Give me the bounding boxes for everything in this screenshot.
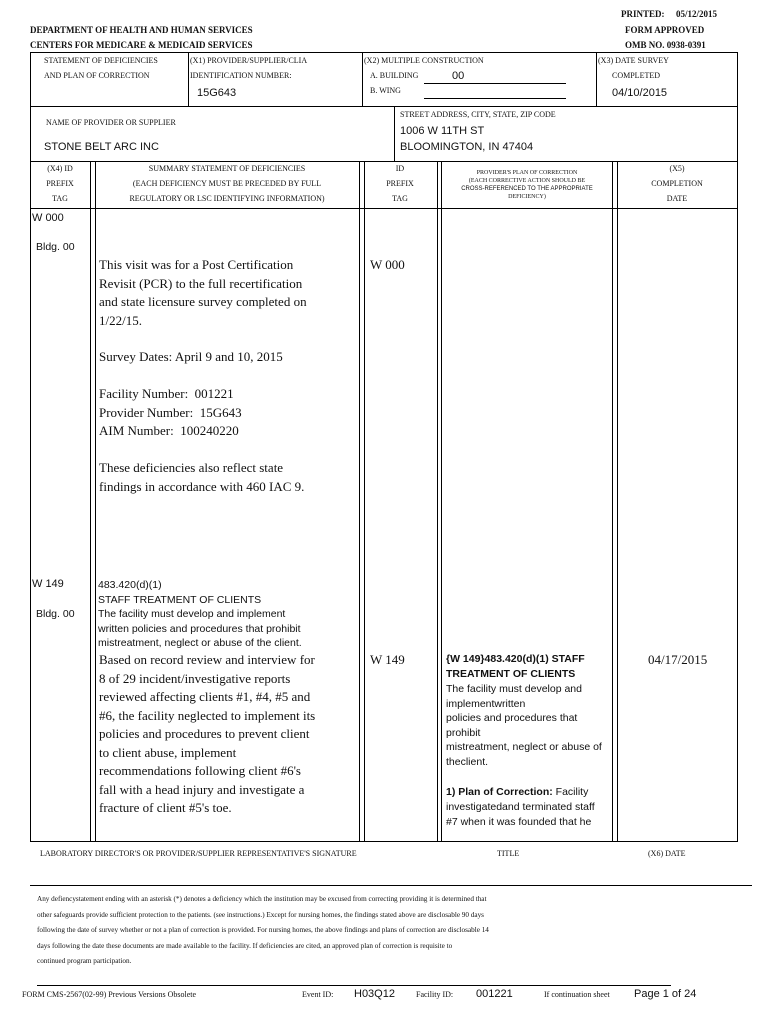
w000-facility-info: Facility Number: 001221 Provider Number: 15G643 AIM Number: 100240220 bbox=[99, 386, 242, 438]
x4-id-label: (X4) ID bbox=[47, 164, 73, 173]
facility-id: 001221 bbox=[476, 988, 513, 1000]
form-number: FORM CMS-2567(02-99) Previous Versions Obsolete bbox=[22, 990, 197, 999]
x3-label: (X3) DATE SURVEY bbox=[598, 56, 669, 65]
w149-id-tag: W 149 bbox=[370, 652, 405, 667]
facility-id-label: Facility ID: bbox=[416, 990, 454, 999]
w000-building: Bldg. 00 bbox=[36, 241, 75, 253]
survey-completed-date: 04/10/2015 bbox=[612, 87, 668, 99]
id-prefix-label: PREFIX bbox=[386, 179, 414, 188]
disclaimer-text: Any defiencystatement ending with an asterisk (*) denotes a deficiency which the institution may be excused from correcting providing it is determined that other safeguards provide sufficient protection to the patients. (see instructions.) Except for nursing homes, the findings stated above are disclosable 90 days following the date of survey whether or not a plan of correction is provided. For nursing homes, the above findings and plans of correction are disclosable 14 days following the date these documents are made available to the facility. If deficiencies are cited, an approved plan of correction is requisite to continued program participation. bbox=[37, 895, 489, 965]
plan-correction-line bbox=[446, 785, 588, 800]
address-label: STREET ADDRESS, CITY, STATE, ZIP CODE bbox=[400, 110, 556, 119]
w000-survey-dates: Survey Dates: April 9 and 10, 2015 bbox=[99, 349, 283, 364]
w149-building: Bldg. 00 bbox=[36, 608, 75, 620]
continuation-label: If continuation sheet bbox=[544, 990, 610, 999]
printed-date: 05/12/2015 bbox=[676, 9, 718, 19]
w000-tag: W 000 bbox=[32, 212, 64, 224]
city-state-zip: BLOOMINGTON, IN 47404 bbox=[400, 141, 534, 153]
completion-date: 04/17/2015 bbox=[648, 652, 708, 667]
plan-correction-facility: Facility bbox=[552, 786, 589, 798]
w149-regulation: 483.420(d)(1) STAFF TREATMENT OF CLIENTS The facility must develop and implement written policies and procedures that prohibit mistreatment, neglect or abuse of the client. bbox=[98, 579, 302, 649]
wing-label: B. WING bbox=[370, 86, 401, 95]
printed-label: PRINTED: bbox=[621, 9, 665, 19]
summary-instruction-1: (EACH DEFICIENCY MUST BE PRECEDED BY FULL bbox=[132, 179, 322, 188]
statement-label: STATEMENT OF DEFICIENCIES bbox=[44, 56, 158, 65]
date-label: DATE bbox=[666, 194, 688, 203]
x4-tag-label: TAG bbox=[52, 194, 68, 203]
identification-number-label: IDENTIFICATION NUMBER: bbox=[190, 71, 292, 80]
provider-name: STONE BELT ARC INC bbox=[44, 141, 159, 153]
plan-label: PROVIDER'S PLAN OF CORRECTION bbox=[476, 170, 578, 176]
building-value: 00 bbox=[452, 70, 465, 82]
summary-label: SUMMARY STATEMENT OF DEFICIENCIES bbox=[148, 164, 306, 173]
plan-title: {W 149}483.420(d)(1) STAFF TREATMENT OF CLIENTS bbox=[446, 653, 585, 680]
plan-instruction-2: CROSS-REFERENCED TO THE APPROPRIATE bbox=[461, 186, 593, 192]
street-address: 1006 W 11TH ST bbox=[400, 125, 485, 137]
identification-number: 15G643 bbox=[197, 87, 237, 99]
w000-id-tag: W 000 bbox=[370, 257, 405, 272]
event-id: H03Q12 bbox=[354, 988, 395, 1000]
form-approved: FORM APPROVED bbox=[625, 25, 705, 35]
page-number: Page 1 of 24 bbox=[634, 988, 697, 1000]
x5-label: (X5) bbox=[669, 164, 685, 173]
plan-of-correction-label: AND PLAN OF CORRECTION bbox=[44, 71, 150, 80]
plan-instruction-3: DEFICIENCY) bbox=[508, 194, 546, 200]
x1-label: (X1) PROVIDER/SUPPLIER/CLIA bbox=[190, 56, 308, 65]
completed-label: COMPLETED bbox=[612, 71, 660, 80]
event-id-label: Event ID: bbox=[302, 990, 334, 999]
w000-state-findings: These deficiencies also reflect state findings in accordance with 460 IAC 9. bbox=[99, 460, 305, 494]
w149-findings: Based on record review and interview for 8 of 29 incident/investigative reports reviewed affecting clients #1, #4, #5 and #6, the facility neglected to implement its policies and procedures to prevent client to client abuse, implement recommendations following client #6's fall with a head injury and investigate a fracture of client #5's toe. bbox=[99, 652, 316, 815]
id-tag-label: TAG bbox=[392, 194, 408, 203]
title-label: TITLE bbox=[497, 849, 520, 858]
completion-label: COMPLETION bbox=[651, 179, 703, 188]
x2-label: (X2) MULTIPLE CONSTRUCTION bbox=[364, 56, 484, 65]
x4-prefix-label: PREFIX bbox=[46, 179, 74, 188]
provider-name-label: NAME OF PROVIDER OR SUPPLIER bbox=[46, 118, 176, 127]
department-name: DEPARTMENT OF HEALTH AND HUMAN SERVICES bbox=[30, 25, 253, 35]
plan-body: The facility must develop and implementwritten policies and procedures that prohibit mistreatment, neglect or abuse of theclient. bbox=[446, 683, 602, 768]
summary-instruction-2: REGULATORY OR LSC IDENTIFYING INFORMATION) bbox=[129, 194, 325, 203]
x6-date-label: (X6) DATE bbox=[648, 849, 686, 858]
id-label: ID bbox=[395, 164, 405, 173]
w000-visit-text: This visit was for a Post Certification Revisit (PCR) to the full recertification and state licensure survey completed on 1/22/15. bbox=[99, 257, 307, 328]
signature-label: LABORATORY DIRECTOR'S OR PROVIDER/SUPPLIER REPRESENTATIVE'S SIGNATURE bbox=[40, 849, 357, 858]
plan-correction-body: investigatedand terminated staff #7 when it was founded that he bbox=[446, 801, 595, 828]
plan-instruction-1: (EACH CORRECTIVE ACTION SHOULD BE bbox=[468, 178, 586, 184]
centers-name: CENTERS FOR MEDICARE & MEDICAID SERVICES bbox=[30, 40, 253, 50]
plan-correction-label: 1) Plan of Correction: bbox=[446, 786, 553, 798]
omb-number: OMB NO. 0938-0391 bbox=[625, 40, 706, 50]
building-label: A. BUILDING bbox=[370, 71, 419, 80]
w149-tag: W 149 bbox=[32, 578, 64, 590]
